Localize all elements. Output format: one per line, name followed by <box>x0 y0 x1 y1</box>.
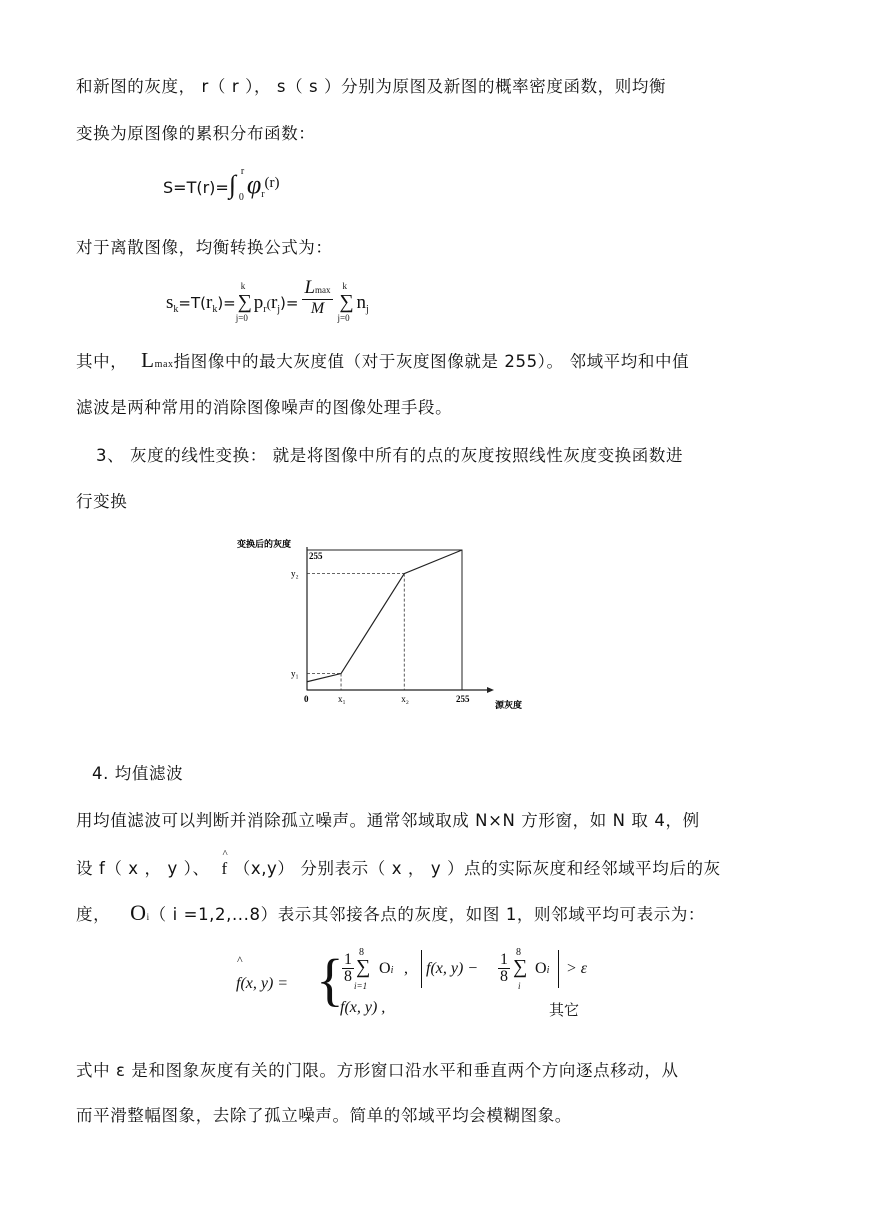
lmax-symbol: Lmax <box>141 348 174 372</box>
s-sub: k <box>173 303 179 315</box>
frac-1-8-b: 1 8 <box>500 951 508 985</box>
oi-symbol: Oi <box>130 900 150 925</box>
text-line: 对于离散图像，均衡转换公式为： <box>76 238 333 257</box>
text-line: 式中 ε 是和图象灰度有关的门限。方形窗口沿水平和垂直两个方向逐点移动，从 <box>76 1061 679 1080</box>
x-tick-label: x₂ <box>401 694 409 704</box>
text-line: 而平滑整幅图象，去除了孤立噪声。简单的邻域平均会模糊图象。 <box>76 1106 572 1125</box>
text-line: 3、 灰度的线性变换： 就是将图像中所有的点的灰度按照线性灰度变换函数进 <box>96 446 684 465</box>
phi-arg: (r) <box>264 175 280 191</box>
O-symbol: Oi <box>535 960 550 977</box>
x-tick-label: x₁ <box>338 694 346 704</box>
text-line: 用均值滤波可以判断并消除孤立噪声。通常邻域取成 N×N 方形窗，如 N 取 4，例 <box>76 811 700 830</box>
sum-top: 8 <box>359 947 364 958</box>
phi-sub: r <box>261 189 265 200</box>
frac-M: M <box>310 300 325 317</box>
sum-top: k <box>342 280 348 291</box>
text-line: 和新图的灰度， r（ r ）， s（ s ）分别为原图及新图的概率密度函数，则均衡 <box>76 77 667 96</box>
O-symbol: Oi <box>379 960 394 977</box>
abs-bar-left <box>421 950 422 988</box>
sum-sign: ∑ <box>356 956 371 978</box>
x-axis-arrow <box>487 687 494 693</box>
section-title: 4. 均值滤波 <box>92 764 184 783</box>
text-line <box>76 348 800 373</box>
x-tick-label: 255 <box>456 694 470 704</box>
text-line: 滤波是两种常用的消除图像噪声的图像处理手段。 <box>76 398 453 417</box>
y-tick-label: 255 <box>309 551 323 561</box>
sum-sign: ∑ <box>513 956 528 978</box>
s-symbol: s <box>166 291 174 313</box>
mean-hat: ^ <box>237 953 243 967</box>
frac-1-8: 1 8 <box>344 951 352 985</box>
sum-bottom: j=0 <box>235 312 248 323</box>
r-symbol: r <box>270 291 278 313</box>
discrete-formula: $s_k=T(r_k)=$ k ∑ j=0 $p_r(r_j)=$ Lmax M k ∑ j=0 $n_j$ <box>166 277 369 323</box>
transform-line <box>307 550 462 682</box>
abs-bar-right <box>558 950 559 988</box>
fhat-symbol: ^ f <box>221 848 229 878</box>
eq-part: =T( <box>178 293 206 312</box>
r-sub-j: j <box>277 303 281 315</box>
p-symbol: p <box>253 291 264 313</box>
text-line: 变换为原图像的累积分布函数： <box>76 124 316 143</box>
p-sub: r <box>263 303 267 315</box>
text-line: 行变换 <box>76 492 128 511</box>
y-tick-label: y₂ <box>291 568 299 579</box>
mean-lhs: f(x, y) = <box>236 975 289 992</box>
x-axis-label: 源灰度 <box>495 700 523 710</box>
cdf-lhs: S=T(r)= <box>163 178 229 197</box>
cdf-formula <box>163 166 280 203</box>
x-tick-label: 0 <box>304 694 309 704</box>
phi-symbol: φ <box>246 170 262 199</box>
sum-top: 8 <box>516 947 521 958</box>
eq-part: )= <box>280 293 299 312</box>
frac-L-sub: max <box>315 285 331 295</box>
case2: f(x, y) , <box>340 999 386 1016</box>
n-symbol: n <box>356 291 367 313</box>
text-span: 度， <box>76 905 111 924</box>
r-sub: k <box>212 303 218 315</box>
abs-left: f(x, y) − <box>426 960 479 977</box>
linear-transform-chart <box>225 530 545 730</box>
integral-sign: ∫ <box>228 170 236 199</box>
text-span: 指图像中的最大灰度值（对于灰度图像就是 255）。 邻域平均和中值 <box>173 352 690 371</box>
frac-L: L <box>304 277 316 298</box>
text-span: （x,y） 分别表示（ x ， y ）点的实际灰度和经邻域平均后的灰 <box>233 859 721 878</box>
sum-sign: ∑ <box>339 290 354 313</box>
else-label: 其它 <box>549 1001 580 1019</box>
gt-epsilon: > ε <box>566 960 588 977</box>
sum-bottom: j=0 <box>337 312 350 323</box>
left-brace: { <box>316 947 344 1012</box>
r-symbol: r <box>206 291 213 313</box>
text-line <box>76 848 800 879</box>
integral-upper: r <box>240 166 245 177</box>
chart-frame <box>307 550 462 690</box>
comma: , <box>404 960 408 977</box>
sum-bottom: i <box>518 981 521 991</box>
text-span: （ i =1,2,...8）表示其邻接各点的灰度，如图 1，则邻域平均可表示为： <box>149 905 706 924</box>
y-axis-label: 变换后的灰度 <box>237 539 292 549</box>
text-span: 设 f（ x ， y ）、 <box>76 859 210 878</box>
sum-bottom: i=1 <box>354 981 368 991</box>
y-tick-label: y₁ <box>291 668 299 679</box>
integral-lower: 0 <box>238 192 244 203</box>
eq-part: )= <box>217 293 236 312</box>
sum-top: k <box>240 280 246 291</box>
mean-filter-formula <box>236 945 616 1025</box>
text-line <box>76 900 800 926</box>
n-sub: j <box>366 303 369 315</box>
text-span: 其中， <box>76 352 128 371</box>
sum-sign: ∑ <box>237 290 252 313</box>
